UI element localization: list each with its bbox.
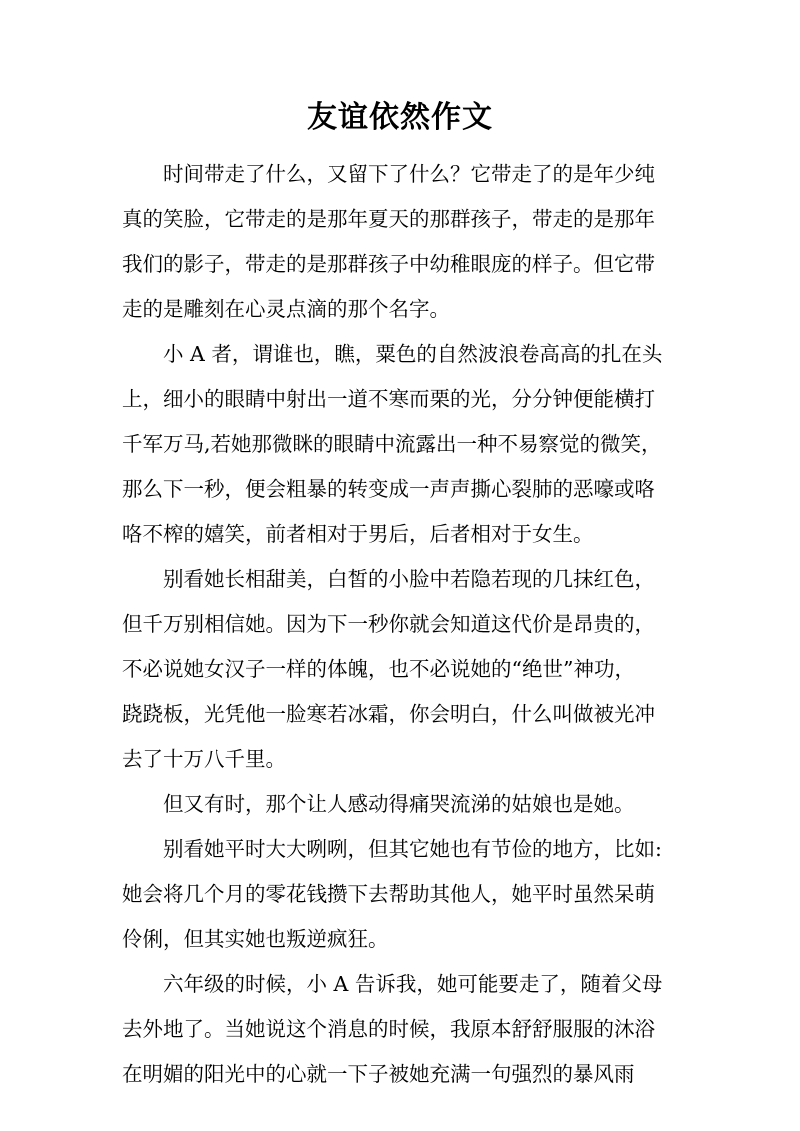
- text-line: 六年级的时候，小 A 告诉我，她可能要走了，随着父母: [163, 972, 663, 996]
- paragraph-4: [122, 782, 682, 827]
- paragraph-5: [122, 827, 682, 962]
- text-line: 小 A 者，谓谁也，瞧，粟色的自然波浪卷高高的扎在头: [163, 342, 663, 366]
- text-line: 但千万别相信她。因为下一秒你就会知道这代价是昂贵的，: [122, 612, 655, 636]
- text-line: 去外地了。当她说这个消息的时候，我原本舒舒服服的沐浴: [122, 1017, 655, 1041]
- text-line: 但又有时，那个让人感动得痛哭流涕的姑娘也是她。: [163, 792, 635, 816]
- text-line: 时间带走了什么，又留下了什么？它带走了的是年少纯: [163, 162, 655, 186]
- text-line: 别看她长相甜美，白皙的小脸中若隐若现的几抹红色，: [163, 567, 655, 591]
- text-line: 真的笑脸，它带走的是那年夏天的那群孩子，带走的是那年: [122, 207, 655, 231]
- text-line: 不必说她女汉子一样的体魄，也不必说她的“绝世”神功，: [122, 657, 635, 681]
- text-line: 伶俐，但其实她也叛逆疯狂。: [122, 927, 389, 951]
- text-line: 她会将几个月的零花钱攒下去帮助其他人，她平时虽然呆萌: [122, 882, 655, 906]
- text-line: 上，细小的眼睛中射出一道不寒而栗的光，分分钟便能横打: [122, 387, 655, 411]
- document-body: [122, 152, 682, 1097]
- document-title: 友谊依然作文: [307, 100, 493, 135]
- paragraph-2: [122, 332, 682, 557]
- text-line: 走的是雕刻在心灵点滴的那个名字。: [122, 297, 450, 321]
- text-line: 别看她平时大大咧咧，但其它她也有节俭的地方，比如:: [163, 837, 662, 861]
- text-line: 在明媚的阳光中的心就一下子被她充满一句强烈的暴风雨: [122, 1062, 635, 1086]
- paragraph-6: [122, 962, 682, 1097]
- paragraph-1: [122, 152, 682, 332]
- text-line: 千军万马,若她那微眯的眼睛中流露出一种不易察觉的微笑，: [122, 432, 662, 456]
- text-line: 去了十万八千里。: [122, 747, 286, 771]
- text-line: 我们的影子，带走的是那群孩子中幼稚眼庞的样子。但它带: [122, 252, 655, 276]
- paragraph-3: [122, 557, 682, 782]
- text-line: 那么下一秒，便会粗暴的转变成一声声撕心裂肺的恶嚎或咯: [122, 477, 655, 501]
- text-line: 咯不榨的嬉笑，前者相对于男后，后者相对于女生。: [122, 522, 594, 546]
- text-line: 跷跷板，光凭他一脸寒若冰霜，你会明白，什么叫做被光冲: [122, 702, 655, 726]
